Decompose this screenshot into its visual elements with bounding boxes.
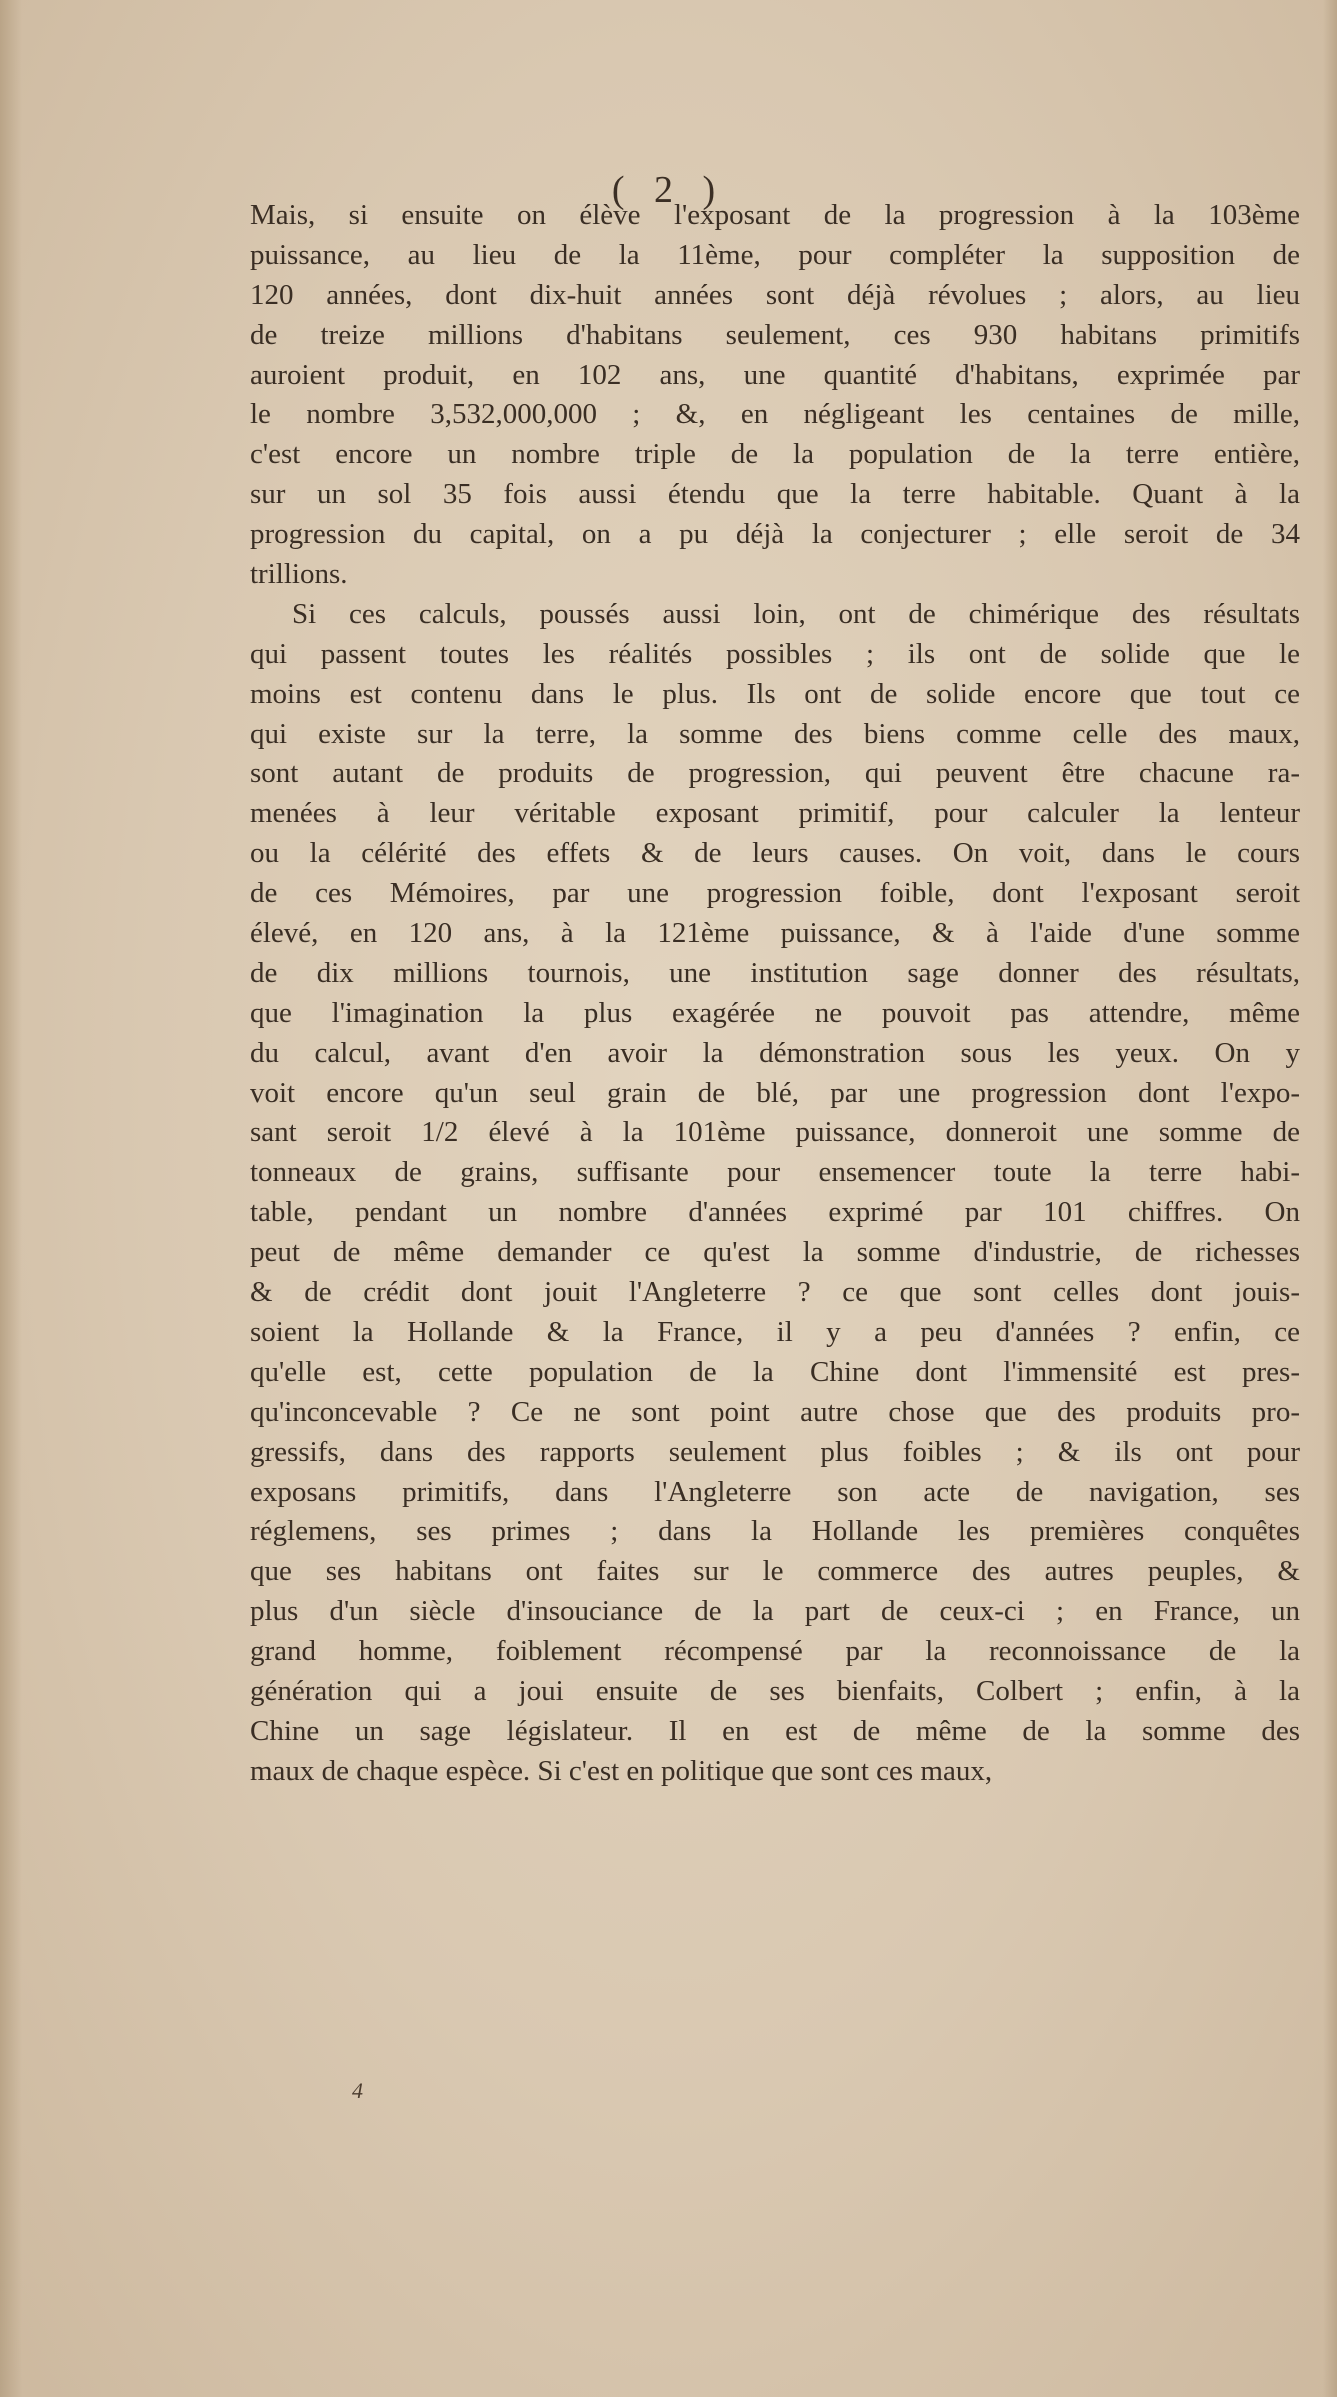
text-line: plus d'un siècle d'insouciance de la part de ceux-ci ; en France, un [250, 1595, 1300, 1628]
text-line: 120 années, dont dix-huit années sont déjà révolues ; alors, au lieu [250, 278, 1300, 311]
text-line: de ces Mémoires, par une progression foible, dont l'exposant seroit [250, 877, 1300, 910]
text-line: qu'inconcevable ? Ce ne sont point autre chose que des produits pro- [250, 1395, 1300, 1428]
footer-mark: 4 [352, 2078, 363, 2103]
page-number: ( 2 ) [611, 169, 726, 211]
text-line: Si ces calculs, poussés aussi loin, ont de chimérique des résultats [292, 597, 1300, 630]
text-line: maux de chaque espèce. Si c'est en politique que sont ces maux, [250, 1754, 993, 1787]
body-text [250, 196, 1300, 1792]
text-line: moins est contenu dans le plus. Ils ont de solide encore que tout ce [250, 677, 1300, 710]
text-line: c'est encore un nombre triple de la population de la terre entière, [250, 438, 1300, 471]
text-line: soient la Hollande & la France, il y a peu d'années ? enfin, ce [250, 1315, 1300, 1348]
text-line: que l'imagination la plus exagérée ne pouvoit pas attendre, même [250, 996, 1300, 1029]
text-line: Mais, si ensuite on élève l'exposant de la progression à la 103ème [250, 199, 1300, 231]
text-line: sant seroit 1/2 élevé à la 101ème puissance, donneroit une somme de [250, 1116, 1300, 1149]
text-line: auroient produit, en 102 ans, une quantité d'habitans, exprimée par [250, 358, 1300, 391]
page-left-shadow [0, 0, 22, 2397]
text-line: élevé, en 120 ans, à la 121ème puissance, & à l'aide d'une somme [250, 917, 1300, 950]
text-line: qui existe sur la terre, la somme des biens comme celle des maux, [250, 717, 1300, 750]
text-line: & de crédit dont jouit l'Angleterre ? ce que sont celles dont jouis- [250, 1276, 1300, 1309]
text-line: de treize millions d'habitans seulement, ces 930 habitans primitifs [250, 318, 1300, 351]
text-line: qu'elle est, cette population de la Chine dont l'immensité est pres- [250, 1355, 1300, 1388]
text-line: table, pendant un nombre d'années exprimé par 101 chiffres. On [250, 1196, 1300, 1229]
text-line: progression du capital, on a pu déjà la conjecturer ; elle seroit de 34 [250, 518, 1300, 551]
text-line: trillions. [250, 558, 348, 591]
text-line: qui passent toutes les réalités possibles ; ils ont de solide que le [250, 637, 1300, 670]
text-line: sur un sol 35 fois aussi étendu que la terre habitable. Quant à la [250, 478, 1300, 511]
text-line: réglemens, ses primes ; dans la Hollande les premières conquêtes [250, 1515, 1300, 1548]
text-line: gressifs, dans des rapports seulement plus foibles ; & ils ont pour [250, 1435, 1300, 1468]
text-line: tonneaux de grains, suffisante pour ensemencer toute la terre habi- [250, 1156, 1300, 1189]
text-line: grand homme, foiblement récompensé par la reconnoissance de la [250, 1635, 1300, 1668]
text-line: génération qui a joui ensuite de ses bienfaits, Colbert ; enfin, à la [250, 1674, 1300, 1707]
text-line: voit encore qu'un seul grain de blé, par une progression dont l'expo- [250, 1076, 1300, 1109]
text-line: menées à leur véritable exposant primitif, pour calculer la lenteur [250, 797, 1300, 830]
text-line: sont autant de produits de progression, qui peuvent être chacune ra- [250, 757, 1300, 790]
text-line: du calcul, avant d'en avoir la démonstration sous les yeux. On y [250, 1036, 1300, 1069]
text-line: le nombre 3,532,000,000 ; &, en négligeant les centaines de mille, [250, 398, 1300, 431]
page-right-shadow [1323, 0, 1337, 2397]
text-line: ou la célérité des effets & de leurs causes. On voit, dans le cours [250, 837, 1300, 870]
text-line: Chine un sage législateur. Il en est de même de la somme des [250, 1714, 1300, 1747]
text-line: de dix millions tournois, une institution sage donner des résultats, [250, 956, 1300, 989]
text-line: exposans primitifs, dans l'Angleterre son acte de navigation, ses [250, 1475, 1300, 1508]
text-line: peut de même demander ce qu'est la somme d'industrie, de richesses [250, 1236, 1300, 1269]
text-line: puissance, au lieu de la 11ème, pour compléter la supposition de [250, 238, 1300, 271]
text-line: que ses habitans ont faites sur le commerce des autres peuples, & [250, 1555, 1300, 1588]
